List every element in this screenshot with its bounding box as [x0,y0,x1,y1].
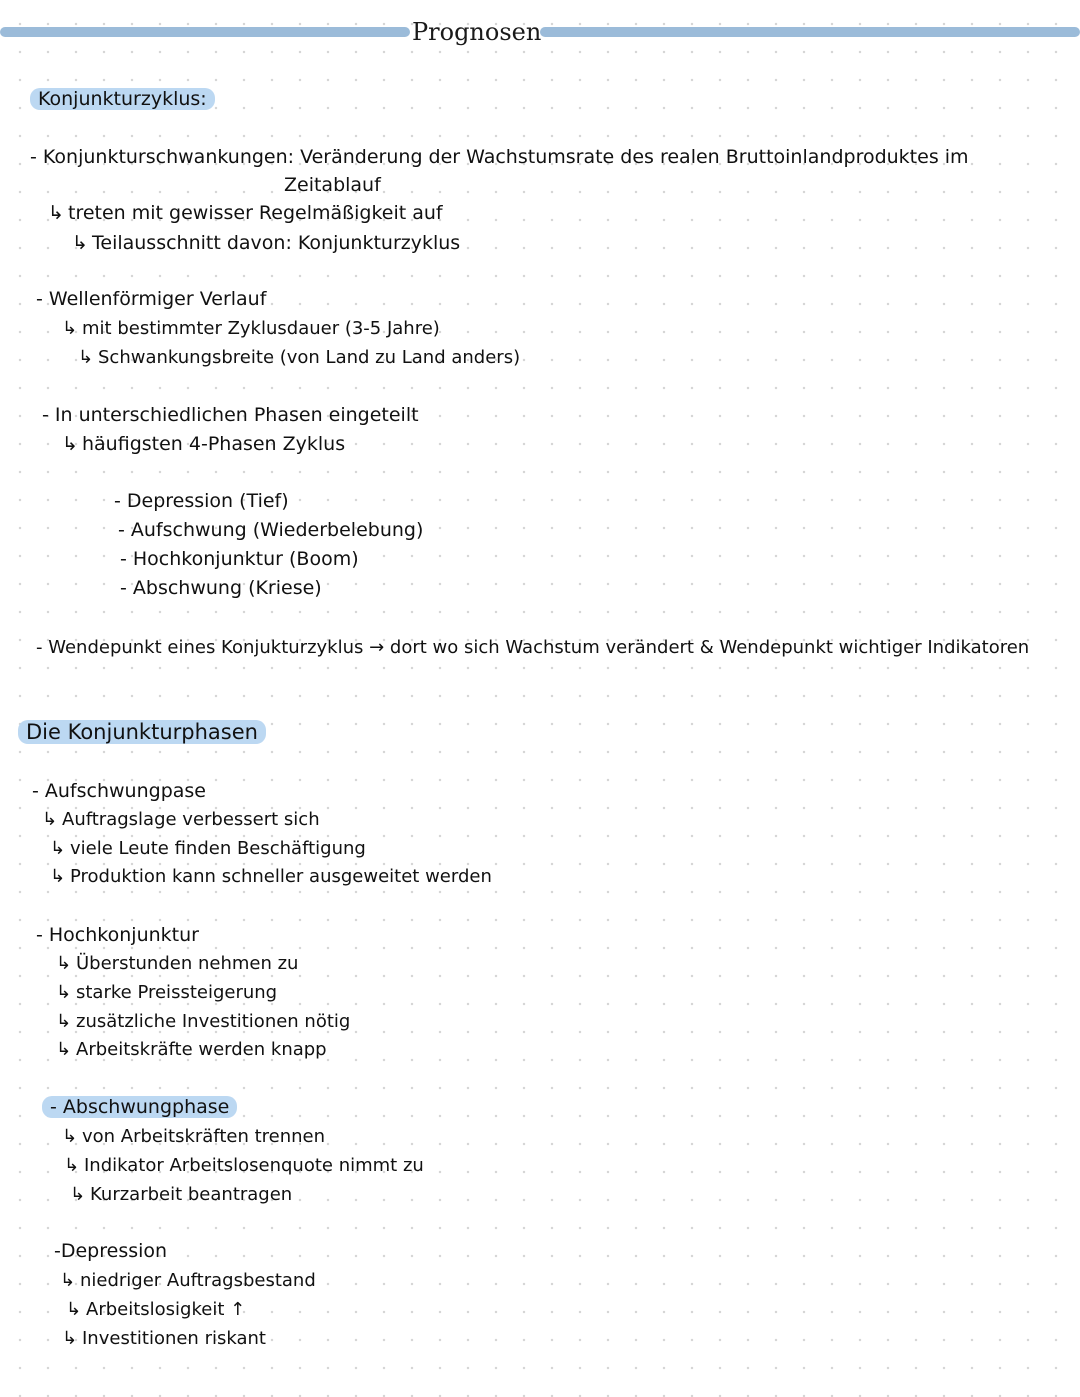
phase-item: - Aufschwung (Wiederbelebung) [118,519,424,541]
sub-arrow-icon: ↳ [56,1011,72,1032]
note-text: Kurzarbeit beantragen [90,1184,293,1205]
sub-arrow-icon: ↳ [50,838,66,859]
note-text: Arbeitskräfte werden knapp [76,1039,327,1060]
phase-item: - Hochkonjunktur (Boom) [120,548,359,570]
note-line [48,202,443,224]
note-text: Investitionen riskant [82,1328,266,1349]
note-text: Schwankungsbreite (von Land zu Land anders) [98,347,521,368]
phase-item: - Depression (Tief) [114,490,289,512]
sub-arrow-icon: ↳ [62,1328,78,1349]
note-line [56,1011,350,1032]
note-text: niedriger Auftragsbestand [80,1270,316,1291]
sub-arrow-icon: ↳ [56,982,72,1003]
note-line: -Depression [54,1240,168,1262]
note-line [50,866,492,887]
sub-arrow-icon: ↳ [56,953,72,974]
note-line [56,1039,327,1060]
note-line [60,1270,316,1291]
sub-arrow-icon: ↳ [50,866,66,887]
note-text: Produktion kann schneller ausgeweitet werden [70,866,492,887]
section-heading-konjunkturzyklus: Konjunkturzyklus: [30,88,215,110]
sub-arrow-icon: ↳ [62,1126,78,1147]
note-text: Auftragslage verbessert sich [62,809,320,830]
note-line [78,347,520,368]
note-line [72,232,460,254]
sub-arrow-icon: ↳ [60,1270,76,1291]
note-text: zusätzliche Investitionen nötig [76,1011,351,1032]
note-line [62,1126,325,1147]
note-line [70,1184,292,1205]
note-line: - Konjunkturschwankungen: Veränderung der Wachstumsrate des realen Bruttoinlandproduktes im [30,146,969,168]
note-line [56,953,298,974]
note-line [66,1299,245,1320]
note-text: Arbeitslosigkeit ↑ [86,1299,246,1320]
note-text: von Arbeitskräften trennen [82,1126,326,1147]
note-line: - Abschwungphase [42,1096,237,1118]
note-text: häufigsten 4-Phasen Zyklus [82,433,346,455]
header-bar-right [540,27,1080,37]
note-line: - In unterschiedlichen Phasen eingeteilt [42,404,419,426]
note-text: mit bestimmter Zyklusdauer (3-5 Jahre) [82,318,440,339]
sub-arrow-icon: ↳ [72,232,88,254]
sub-arrow-icon: ↳ [70,1184,86,1205]
note-line: - Wendepunkt eines Konjukturzyklus → dort wo sich Wachstum verändert & Wendepunkt wichtiger Indikatoren [36,637,1030,658]
sub-arrow-icon: ↳ [62,318,78,339]
sub-arrow-icon: ↳ [42,809,58,830]
sub-arrow-icon: ↳ [56,1039,72,1060]
sub-arrow-icon: ↳ [64,1155,80,1176]
note-text: Indikator Arbeitslosenquote nimmt zu [84,1155,424,1176]
phase-item: - Abschwung (Kriese) [120,577,322,599]
note-text: Überstunden nehmen zu [76,953,299,974]
sub-arrow-icon: ↳ [48,202,64,224]
note-text: Teilausschnitt davon: Konjunkturzyklus [92,232,461,254]
header-bar-left [0,27,410,37]
sub-arrow-icon: ↳ [78,347,94,368]
sub-arrow-icon: ↳ [66,1299,82,1320]
note-line [62,433,345,455]
note-text: viele Leute finden Beschäftigung [70,838,366,859]
note-line [56,982,277,1003]
note-text: treten mit gewisser Regelmäßigkeit auf [68,202,443,224]
section-heading-konjunkturphasen: Die Konjunkturphasen [18,720,266,744]
note-line [50,838,366,859]
note-line [62,318,440,339]
sub-arrow-icon: ↳ [62,433,78,455]
note-line: - Aufschwungpase [32,780,206,802]
note-line [64,1155,424,1176]
note-line [62,1328,266,1349]
note-line [42,809,320,830]
note-line: Zeitablauf [284,174,381,196]
note-line: - Wellenförmiger Verlauf [36,288,267,310]
page-title: Prognosen [412,18,542,46]
note-line: - Hochkonjunktur [36,924,199,946]
note-text: starke Preissteigerung [76,982,278,1003]
